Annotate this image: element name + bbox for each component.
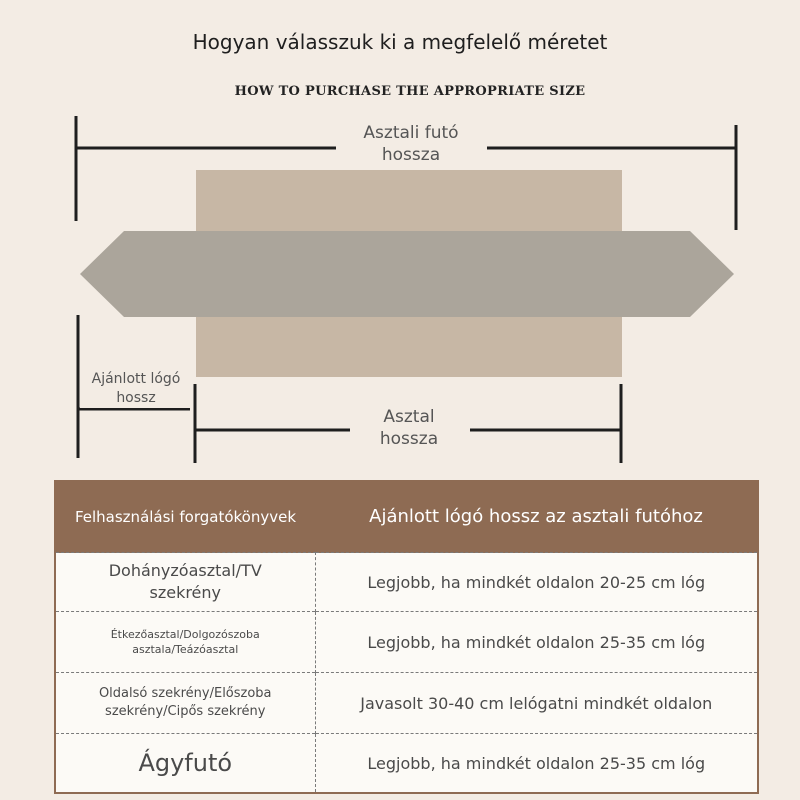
scenario-cell bbox=[55, 553, 315, 612]
scenario-line1: Dohányzóasztal/TV bbox=[108, 561, 262, 580]
table-row bbox=[55, 734, 758, 794]
page-subtitle: HOW TO PURCHASE THE APPROPRIATE SIZE bbox=[234, 84, 586, 99]
header-scenarios: Felhasználási forgatókönyvek bbox=[55, 481, 315, 553]
scenario-line1: Oldalsó szekrény/Előszoba bbox=[98, 686, 272, 701]
runner-length-label-line1: Asztali futó bbox=[363, 123, 459, 143]
size-recommendation-table bbox=[54, 480, 759, 794]
table-row bbox=[55, 612, 758, 673]
scenario-line2: szekrény/Cipős szekrény bbox=[105, 704, 266, 719]
recommendation-cell: Legjobb, ha mindkét oldalon 25-35 cm lóg bbox=[315, 734, 758, 794]
table-runner-shape bbox=[80, 231, 734, 317]
scenario-line1: Étkezőasztal/Dolgozószoba bbox=[110, 628, 260, 641]
scenario-cell: Ágyfutó bbox=[55, 734, 315, 794]
scenario-cell bbox=[55, 673, 315, 734]
table-length-label-line2: hossza bbox=[379, 429, 439, 449]
table-length-label-line1: Asztal bbox=[383, 407, 435, 427]
scenario-line2: szekrény bbox=[149, 583, 222, 602]
recommendation-cell: Legjobb, ha mindkét oldalon 25-35 cm lóg bbox=[315, 612, 758, 673]
drop-length-label bbox=[80, 370, 192, 408]
scenario-line2: asztala/Teázóasztal bbox=[132, 643, 239, 656]
runner-length-label-line2: hossza bbox=[381, 145, 441, 165]
drop-length-label-line1: Ajánlott lógó bbox=[91, 371, 181, 387]
drop-length-label-line2: hossz bbox=[116, 390, 156, 406]
table-length-label bbox=[350, 406, 468, 450]
page-title: Hogyan válasszuk ki a megfelelő méretet bbox=[192, 30, 608, 54]
scenario-cell bbox=[55, 612, 315, 673]
header-recommended-drop: Ajánlott lógó hossz az asztali futóhoz bbox=[315, 481, 758, 553]
table-row bbox=[55, 553, 758, 612]
recommendation-cell: Javasolt 30-40 cm lelógatni mindkét oldalon bbox=[315, 673, 758, 734]
runner-length-label bbox=[336, 122, 486, 166]
table-row bbox=[55, 673, 758, 734]
table-header-row bbox=[55, 481, 758, 553]
recommendation-cell: Legjobb, ha mindkét oldalon 20-25 cm lóg bbox=[315, 553, 758, 612]
